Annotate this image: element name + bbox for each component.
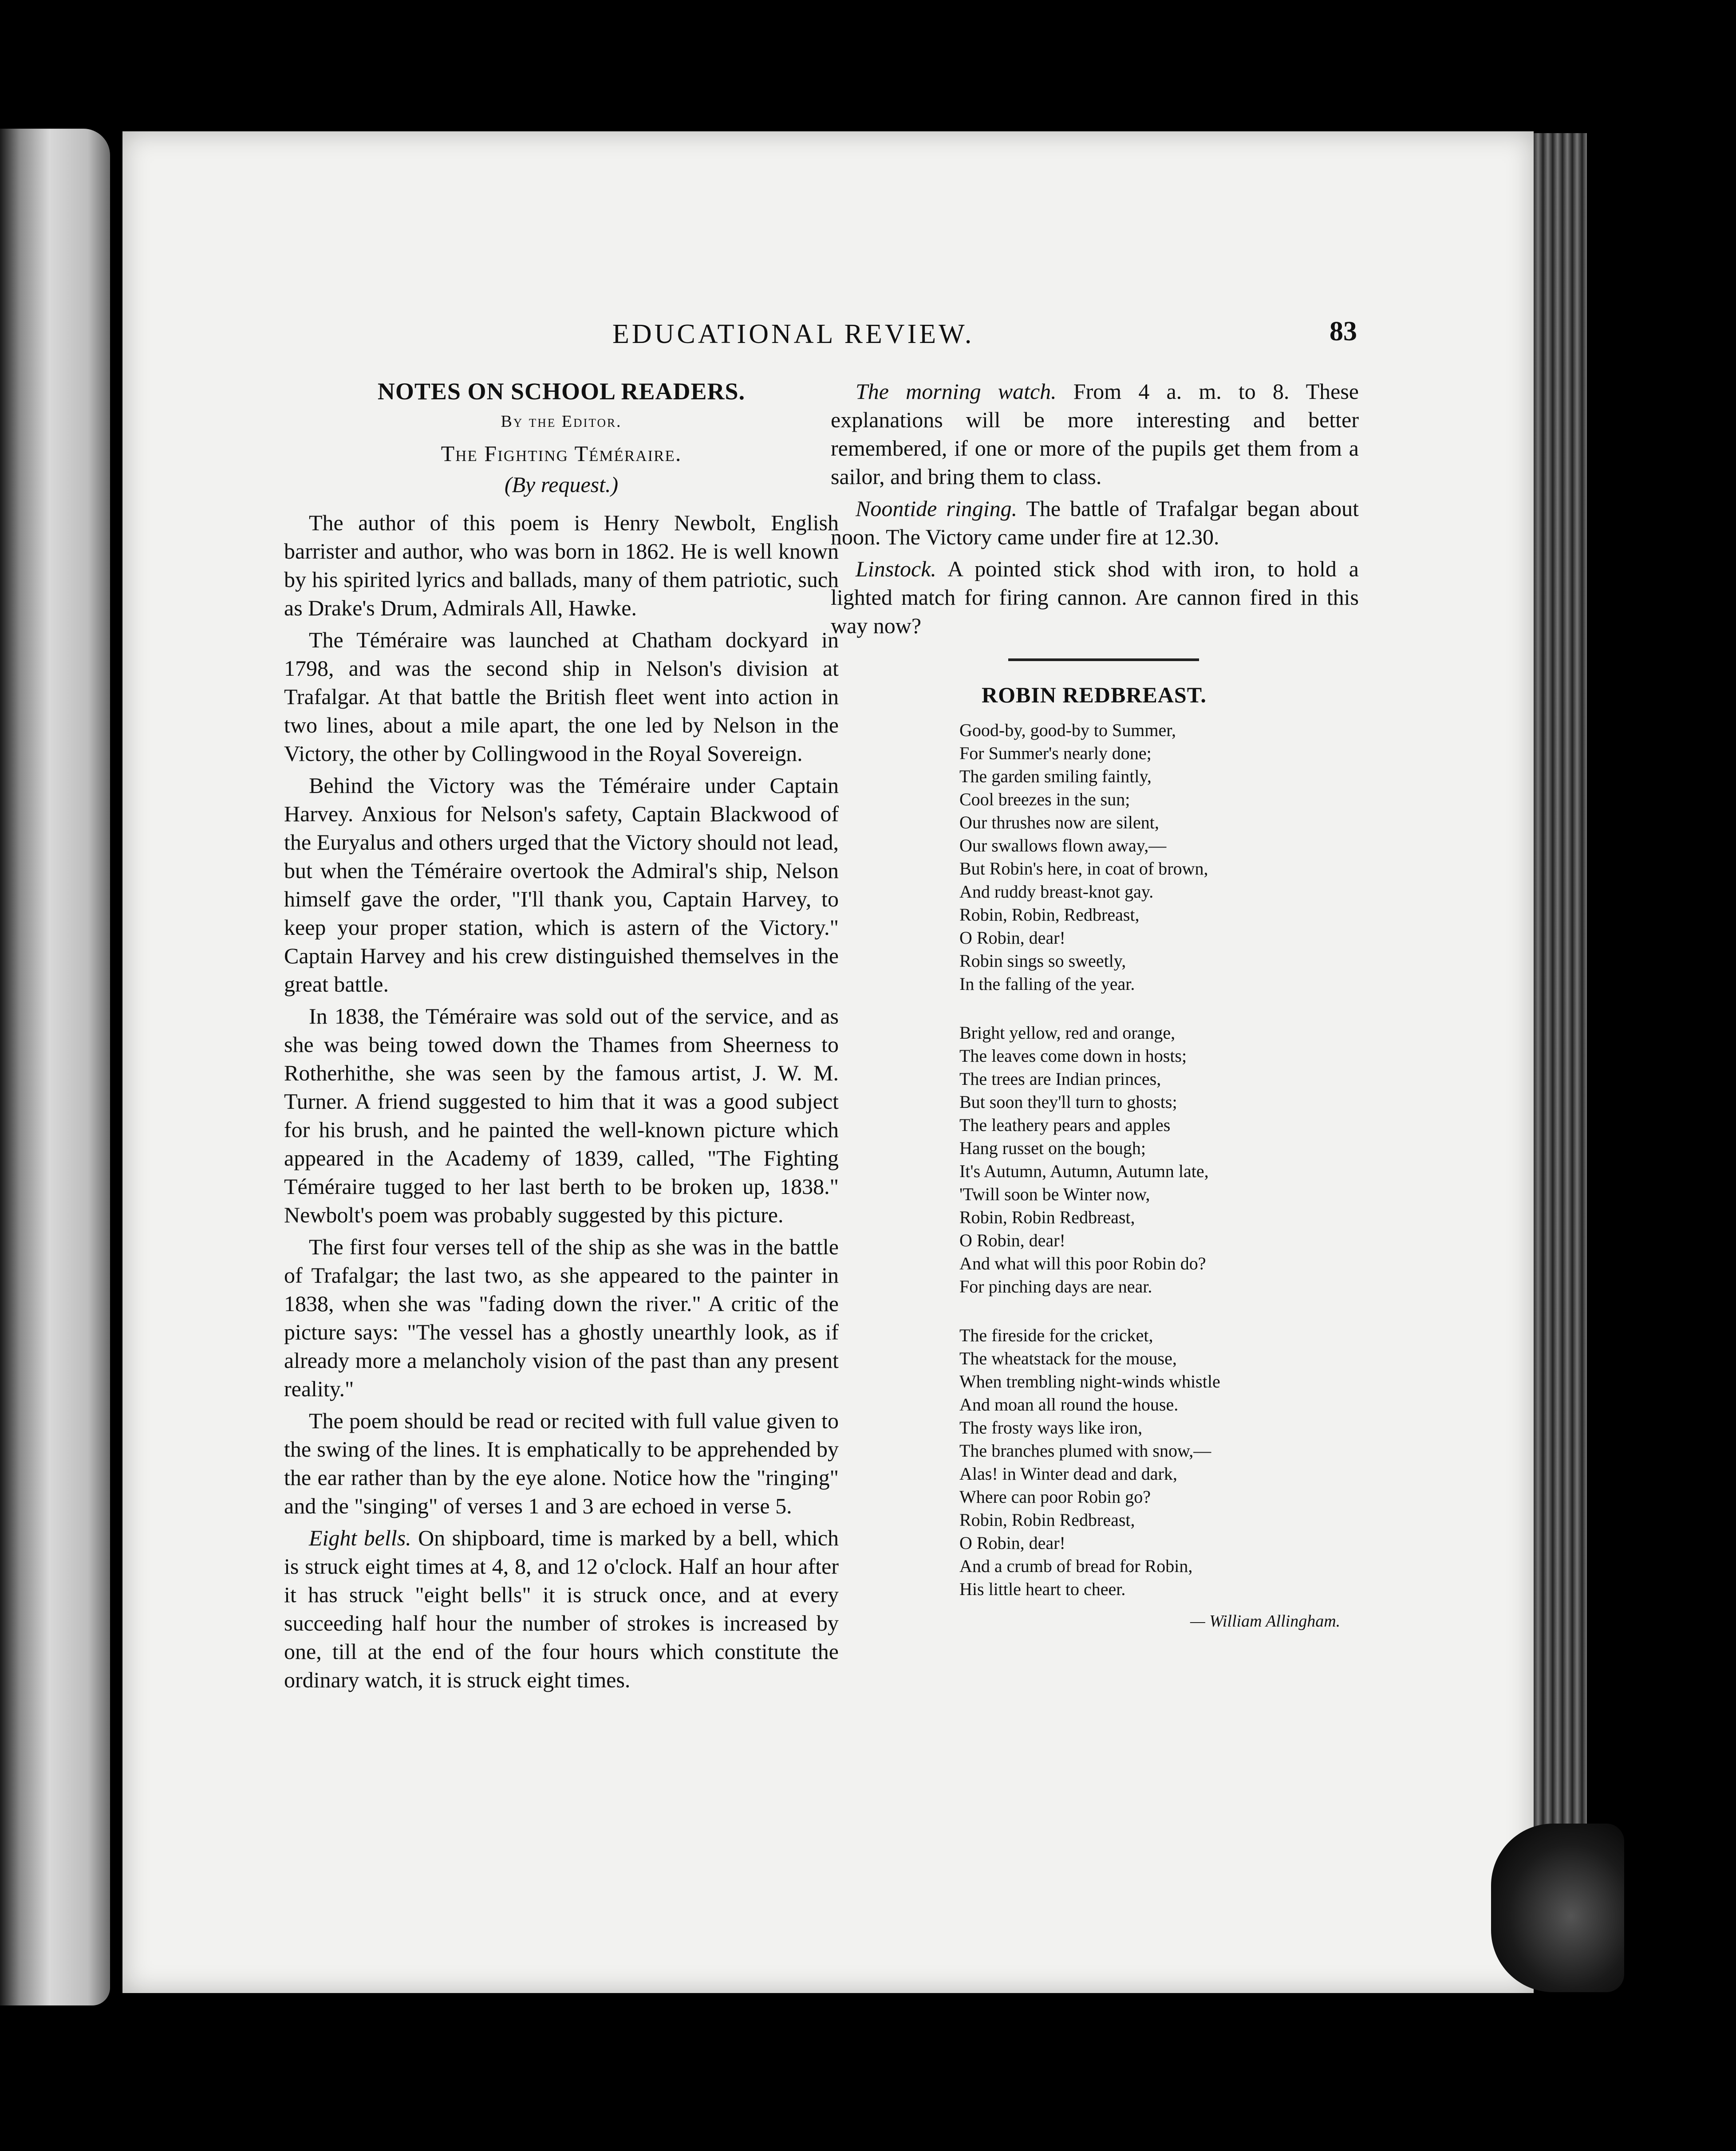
poem-line: It's Autumn, Autumn, Autumn late,	[959, 1161, 1209, 1181]
paragraph-3: Behind the Victory was the Téméraire under Captain Harvey. Anxious for Nelson's safety, Captain Blackwood of the Euryalus and others urged that the Victory should not lead, but when the Téméraire overtook the Admiral's ship, Nelson himself gave the order, "I'll thank you, Captain Harvey, to keep your proper station, which is astern of the Victory." Captain Harvey and his crew distinguished themselves in the great battle.	[284, 773, 839, 997]
poem-line: The trees are Indian princes,	[959, 1069, 1161, 1089]
poem-line: His little heart to cheer.	[959, 1579, 1126, 1599]
poem-line: Alas! in Winter dead and dark,	[959, 1464, 1177, 1484]
poem-line: Our thrushes now are silent,	[959, 812, 1159, 832]
page-stack-edges	[1534, 133, 1587, 1961]
right-column	[831, 377, 1359, 1635]
poem-line: And what will this poor Robin do?	[959, 1253, 1206, 1273]
poem-stanza-2	[959, 1021, 1359, 1298]
poem-line: And ruddy breast-knot gay.	[959, 882, 1154, 902]
linstock-note	[831, 555, 1359, 640]
poem-stanza-3	[959, 1324, 1359, 1601]
article-subtitle: The Fighting Téméraire.	[441, 441, 682, 466]
poem-line: Robin, Robin, Redbreast,	[959, 905, 1140, 925]
poem-line: In the falling of the year.	[959, 974, 1135, 994]
article-request-note: (By request.)	[504, 472, 619, 497]
left-column	[284, 377, 839, 1698]
poem-line: And moan all round the house.	[959, 1395, 1179, 1414]
eight-bells-term: Eight bells.	[309, 1525, 411, 1550]
poem-line: The leathery pears and apples	[959, 1115, 1171, 1135]
noontide-term: Noontide ringing.	[856, 496, 1018, 521]
noontide-text: The battle of Trafalgar began about noon. The Victory came under fire at 12.30.	[831, 496, 1359, 549]
poem-line: The leaves come down in hosts;	[959, 1046, 1187, 1066]
paragraph-1: The author of this poem is Henry Newbolt, English barrister and author, who was born in 1862. He is well known by his spirited lyrics and ballads, many of them patriotic, such as Drake's Drum, Admirals All, Hawke.	[284, 510, 839, 620]
poem-line: The branches plumed with snow,—	[959, 1441, 1211, 1461]
morning-watch-note	[831, 377, 1359, 491]
morning-watch-term: The morning watch.	[856, 379, 1057, 404]
poem-line: Robin, Robin Redbreast,	[959, 1207, 1135, 1227]
poem-line: For Summer's nearly done;	[959, 743, 1152, 763]
poem-line: O Robin, dear!	[959, 1230, 1065, 1250]
eight-bells-text: On shipboard, time is marked by a bell, which is struck eight times at 4, 8, and 12 o'clock. Half an hour after it has struck "eight bells" it is struck once, and at every succeeding half hour the number of strokes is increased by one, till at the end of the four hours which constitute the ordinary watch, it is struck eight times.	[284, 1525, 839, 1692]
article-byline: By the Editor.	[501, 412, 622, 431]
poem-line: Bright yellow, red and orange,	[959, 1023, 1176, 1043]
paragraph-2: The Téméraire was launched at Chatham dockyard in 1798, and was the second ship in Nelson's division at Trafalgar. At that battle the British fleet went into action in two lines, about a mile apart, the one led by Nelson in the Victory, the other by Collingwood in the Royal Sovereign.	[284, 627, 839, 766]
poem-line: When trembling night-winds whistle	[959, 1371, 1220, 1391]
poem-attribution: — William Allingham.	[1190, 1612, 1341, 1631]
poem-line: Our swallows flown away,—	[959, 835, 1167, 855]
morning-watch-text: From 4 a. m. to 8. These explanations will be more interesting and better remembered, if one or more of the pupils get them from a sailor, and bring them to class.	[831, 379, 1359, 489]
poem-line: Robin sings so sweetly,	[959, 951, 1126, 971]
poem-line: But Robin's here, in coat of brown,	[959, 859, 1208, 879]
poem-line: O Robin, dear!	[959, 928, 1065, 948]
paragraph-5: The first four verses tell of the ship as she was in the battle of Trafalgar; the last two, as she appeared to the painter in 1838, when she was "fading down the river." A critic of the picture says: "The vessel has a ghostly unearthly look, as if already more a melancholy vision of the past than any present reality."	[284, 1234, 839, 1401]
poem-line: The wheatstack for the mouse,	[959, 1348, 1177, 1368]
page-number: 83	[1330, 316, 1357, 347]
noontide-note	[831, 494, 1359, 551]
poem-line: The frosty ways like iron,	[959, 1418, 1143, 1438]
section-divider	[1008, 658, 1199, 661]
poem-stanza-1	[959, 719, 1359, 996]
linstock-term: Linstock.	[856, 556, 936, 581]
article-title: NOTES ON SCHOOL READERS.	[377, 378, 746, 405]
poem-line: Cool breezes in the sun;	[959, 789, 1130, 809]
linstock-text: A pointed stick shod with iron, to hold a lighted match for firing cannon. Are cannon fired in this way now?	[831, 556, 1359, 638]
poem-line: 'Twill soon be Winter now,	[959, 1184, 1150, 1204]
poem-line: Good-by, good-by to Summer,	[959, 720, 1176, 740]
poem-line: And a crumb of bread for Robin,	[959, 1556, 1193, 1576]
poem-line: Robin, Robin Redbreast,	[959, 1510, 1135, 1530]
running-head: EDUCATIONAL REVIEW.	[612, 319, 975, 349]
poem-line: O Robin, dear!	[959, 1533, 1065, 1553]
eight-bells-note	[284, 1524, 839, 1694]
paragraph-6: The poem should be read or recited with full value given to the swing of the lines. It is emphatically to be apprehended by the ear rather than by the eye alone. Notice how the "ringing" and the "singing" of verses 1 and 3 are echoed in verse 5.	[284, 1408, 839, 1518]
poem-line: Where can poor Robin go?	[959, 1487, 1151, 1507]
poem-line: But soon they'll turn to ghosts;	[959, 1092, 1177, 1112]
poem-line: For pinching days are near.	[959, 1276, 1152, 1296]
poem-line: The garden smiling faintly,	[959, 766, 1152, 786]
poem-line: Hang russet on the bough;	[959, 1138, 1146, 1158]
poem-title: ROBIN REDBREAST.	[982, 682, 1207, 707]
poem-line: The fireside for the cricket,	[959, 1325, 1153, 1345]
left-page-edge	[0, 129, 110, 2005]
thumb-shadow	[1491, 1824, 1624, 1992]
paragraph-4: In 1838, the Téméraire was sold out of the service, and as she was being towed down the Thames from Sheerness to Rotherhithe, she was seen by the famous artist, J. W. M. Turner. A friend suggested to him that it was a good subject for his brush, and he painted the well-known picture which appeared in the Academy of 1839, called, "The Fighting Téméraire tugged to her last berth to be broken up, 1838." Newbolt's poem was probably suggested by this picture.	[284, 1004, 839, 1227]
